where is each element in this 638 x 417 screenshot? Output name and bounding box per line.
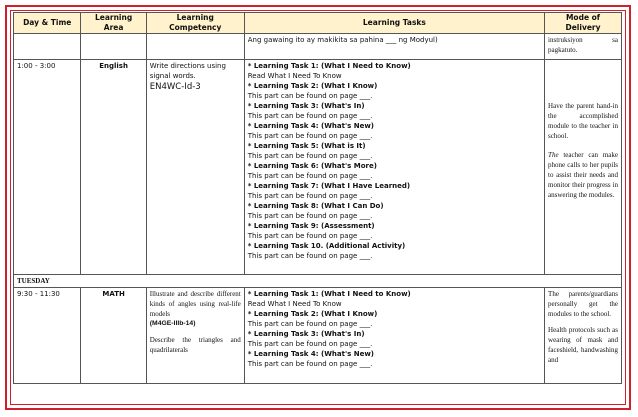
mode-paragraph-2: teacher can make phone calls to her pupils to assist their needs and monitor their progress in answering the modules. [548, 151, 619, 199]
cell-time-math: 9:30 - 11:30 [14, 288, 81, 384]
spacer [548, 319, 618, 325]
task-line: This part can be found on page ___. [247, 320, 373, 328]
cell-time-english: 1:00 - 3:00 [14, 60, 81, 275]
task-line: Read What I Need To Know [247, 300, 342, 308]
table-row-continued [14, 34, 622, 60]
task-title: * Learning Task 7: (What I Have Learned) [247, 182, 411, 190]
task-line: This part can be found on page ___. [247, 92, 373, 100]
spacer [548, 61, 618, 101]
cell-tasks-english [244, 60, 544, 275]
task-title: * Learning Task 6: (What's More) [247, 162, 377, 170]
task-line: This part can be found on page ___. [247, 132, 373, 140]
cell-tasks-continued: Ang gawaing ito ay makikita sa pahina ___ ng Modyul) [244, 34, 544, 60]
table-row-math [14, 288, 622, 384]
cell-time-empty [14, 34, 81, 60]
task-title: * Learning Task 8: (What I Can Do) [247, 202, 384, 210]
cell-mode-math [545, 288, 622, 384]
task-title: * Learning Task 10. (Additional Activity) [247, 242, 406, 250]
mode-paragraph-2-lead: The [548, 151, 559, 159]
task-line: This part can be found on page ___. [247, 212, 373, 220]
competency-text-2: Describe the triangles and quadrilaterals [149, 336, 241, 354]
task-line: Read What I Need To Know [247, 72, 342, 80]
cell-tasks-math [244, 288, 544, 384]
spacer [548, 141, 618, 150]
task-title: * Learning Task 9: (Assessment) [247, 222, 375, 230]
header-day-time: Day & Time [14, 13, 81, 34]
cell-mode-english [545, 60, 622, 275]
task-title: * Learning Task 3: (What's In) [247, 102, 365, 110]
header-row [14, 13, 622, 34]
task-line: This part can be found on page ___. [247, 152, 373, 160]
task-title: * Learning Task 2: (What I Know) [247, 310, 378, 318]
table-row-english [14, 60, 622, 275]
cell-area-math: MATH [81, 288, 146, 384]
task-line: This part can be found on page ___. [247, 192, 373, 200]
task-line: This part can be found on page ___. [247, 232, 373, 240]
day-row-tuesday [14, 275, 622, 288]
spacer [150, 329, 241, 335]
header-learning-area: Learning Area [81, 13, 146, 34]
mode-paragraph-1: The parents/guardians personally get the modules to the school. [548, 290, 618, 318]
cell-competency-empty [146, 34, 244, 60]
header-mode-of-delivery: Mode of Delivery [545, 13, 622, 34]
mode-paragraph-1: Have the parent hand-in the accomplished module to the teacher in school. [548, 102, 618, 140]
cell-competency-math [146, 288, 244, 384]
task-title: * Learning Task 4: (What's New) [247, 122, 374, 130]
weekly-learning-plan-table [13, 12, 622, 384]
task-title: * Learning Task 5: (What is It) [247, 142, 366, 150]
task-line: This part can be found on page ___. [247, 172, 373, 180]
mode-paragraph-2: Health protocols such as wearing of mask and faceshield, handwashing and [548, 326, 618, 364]
competency-code: EN4WC-Id-3 [149, 82, 201, 92]
competency-text: Write directions using signal words. [149, 62, 226, 80]
header-learning-tasks: Learning Tasks [244, 13, 544, 34]
task-line: This part can be found on page ___. [247, 360, 373, 368]
task-title: * Learning Task 1: (What I Need to Know) [247, 290, 411, 298]
task-line: This part can be found on page ___. [247, 340, 373, 348]
cell-area-english: English [81, 60, 146, 275]
competency-text: Illustrate and describe different kinds of angles using real-life models [149, 290, 241, 318]
task-title: * Learning Task 3: (What's In) [247, 330, 365, 338]
day-label: TUESDAY [14, 275, 622, 288]
task-title: * Learning Task 4: (What's New) [247, 350, 374, 358]
competency-code: (M4GE-IIIb-14) [149, 320, 196, 327]
cell-area-empty [81, 34, 146, 60]
task-title: * Learning Task 2: (What I Know) [247, 82, 378, 90]
task-line: This part can be found on page ___. [247, 252, 373, 260]
task-line: This part can be found on page ___. [247, 112, 373, 120]
cell-competency-english [146, 60, 244, 275]
header-learning-competency: Learning Competency [146, 13, 244, 34]
task-title: * Learning Task 1: (What I Need to Know) [247, 62, 411, 70]
cell-mode-continued: instruksiyon sa pagkatuto. [545, 34, 622, 60]
